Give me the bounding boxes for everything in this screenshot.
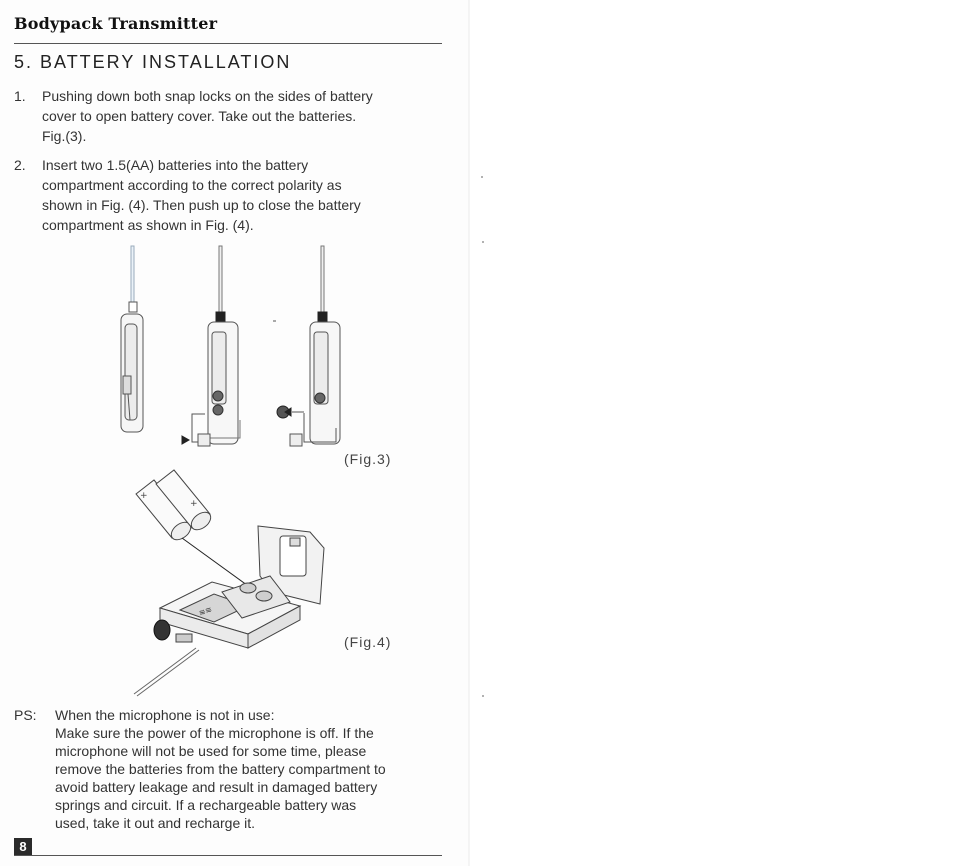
right-page <box>470 0 964 866</box>
step-1-line-2: cover to open battery cover. Take out the batteries. <box>42 108 357 124</box>
fig4-caption: (Fig.4) <box>344 634 392 650</box>
aa-batteries-drawing <box>136 470 262 596</box>
step-2-line-4: compartment as shown in Fig. (4). <box>42 217 254 233</box>
ps-line-3: microphone will not be used for some time, please <box>55 743 367 759</box>
transmitter-insert-drawing <box>273 246 340 446</box>
transmitter-opening-drawing <box>182 246 240 446</box>
left-page <box>0 0 470 866</box>
page-number: 8 <box>14 838 32 856</box>
fig3-illustration <box>100 238 360 453</box>
step-2-number: 2. <box>14 157 26 173</box>
svg-text:≋≋: ≋≋ <box>197 604 214 618</box>
step-2-line-2: compartment according to the correct polarity as <box>42 177 342 193</box>
section-title: 5. BATTERY INSTALLATION <box>14 52 292 72</box>
step-1-number: 1. <box>14 88 26 104</box>
step-1-line-3: Fig.(3). <box>42 128 87 144</box>
fig3-caption: (Fig.3) <box>344 451 392 467</box>
step-2-line-3: shown in Fig. (4). Then push up to close the battery <box>42 197 361 213</box>
scan-speck <box>482 695 484 697</box>
ps-line-2: Make sure the power of the microphone is off. If the <box>55 725 374 741</box>
transmitter-closed-drawing <box>121 246 143 432</box>
step-1-line-1: Pushing down both snap locks on the sides of battery <box>42 88 373 104</box>
header-title: Bodypack Transmitter <box>14 14 218 33</box>
svg-text:+: + <box>140 491 148 501</box>
scan-speck <box>482 241 484 243</box>
ps-line-1: When the microphone is not in use: <box>55 707 275 723</box>
ps-line-7: used, take it out and recharge it. <box>55 815 256 831</box>
footer-rule <box>14 855 442 856</box>
ps-line-6: springs and circuit. If a rechargeable battery was <box>55 797 357 813</box>
step-2-line-1: Insert two 1.5(AA) batteries into the battery <box>42 157 309 173</box>
fig4-illustration <box>130 472 340 702</box>
header-rule <box>14 43 442 44</box>
scan-speck <box>481 176 483 178</box>
ps-label: PS: <box>14 707 37 723</box>
ps-line-4: remove the batteries from the battery compartment to <box>55 761 386 777</box>
svg-text:+: + <box>190 499 198 509</box>
ps-line-5: avoid battery leakage and result in damaged battery <box>55 779 378 795</box>
transmitter-open-drawing <box>134 526 324 696</box>
